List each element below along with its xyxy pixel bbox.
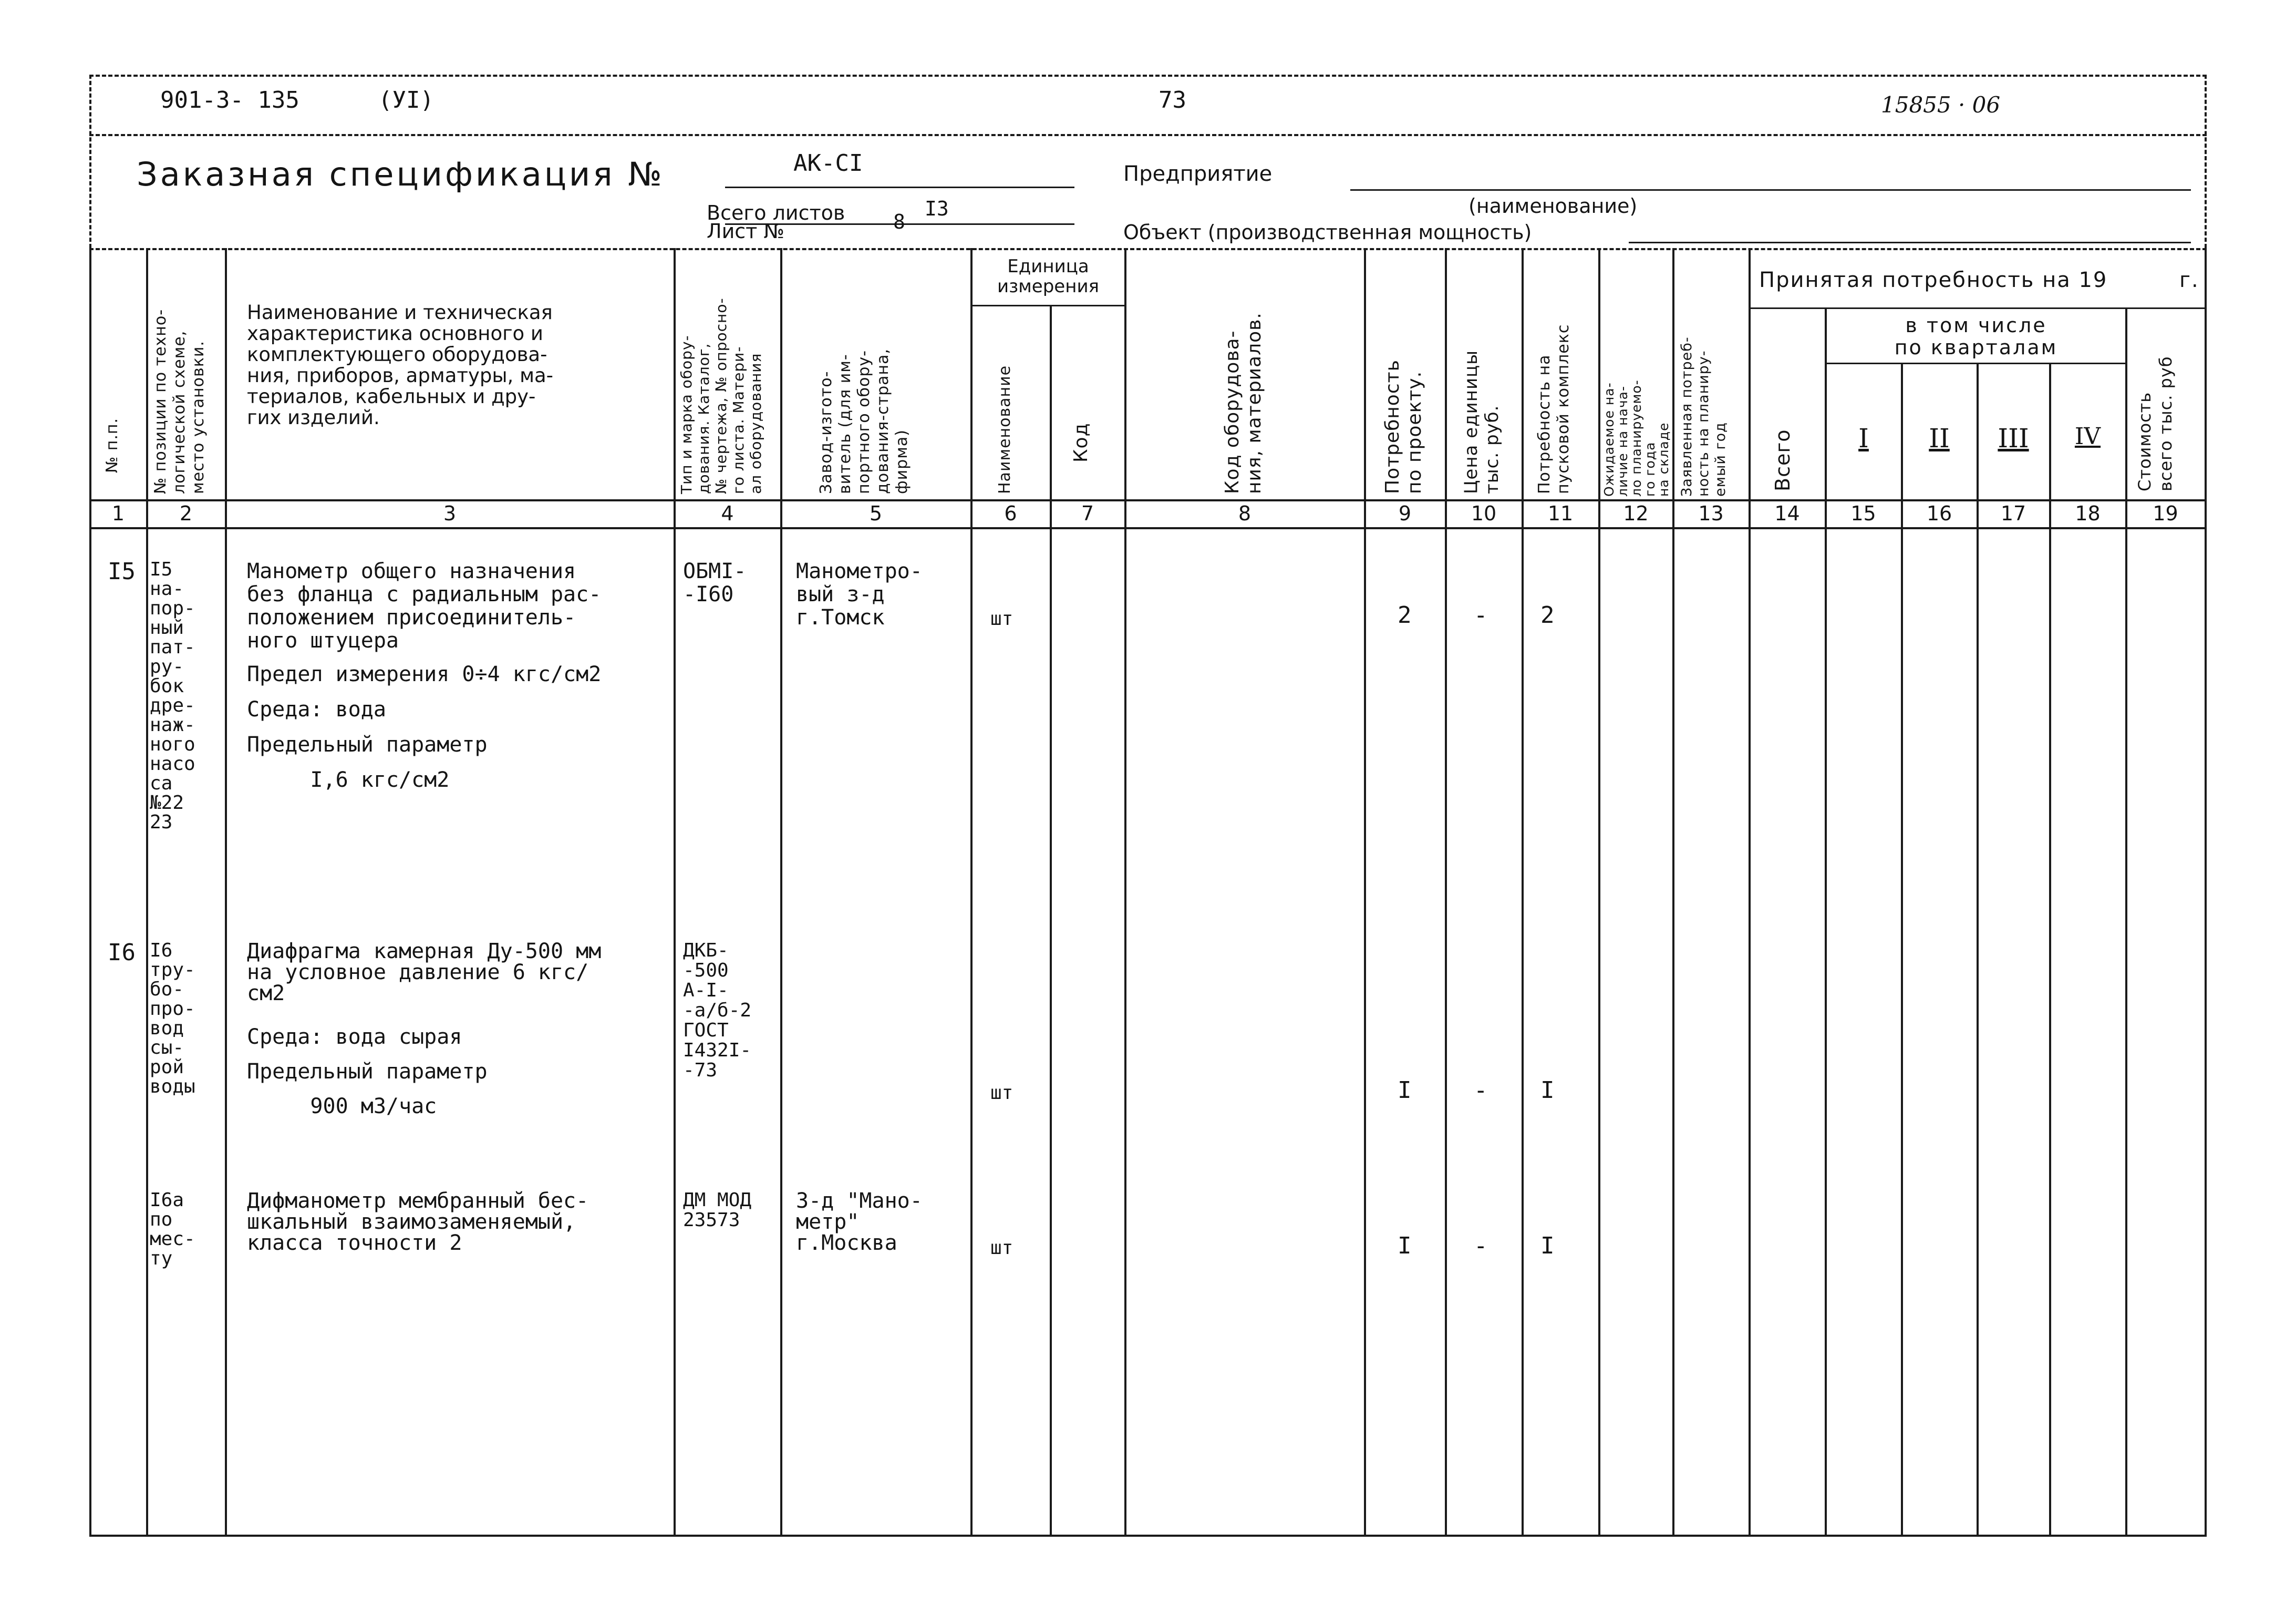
item-maker: З-д "Мано- метр" г.Москва <box>796 1189 923 1255</box>
col-10-header: Цена единицы тыс. руб. <box>1461 349 1503 494</box>
need-project: 2 <box>1398 602 1412 629</box>
col-11-header: Потребность на пусковой комплекс <box>1535 324 1573 494</box>
q3-header: III <box>1998 423 2029 454</box>
q4-header: IV <box>2074 423 2101 450</box>
unit-group-header: Единица измерения <box>997 256 1100 297</box>
item-name: Диафрагма камерная Ду-500 мм на условное давление 6 кгс/ см2 <box>247 939 602 1005</box>
need-project: I <box>1398 1077 1412 1104</box>
col-7-header: Код <box>1070 423 1092 462</box>
col-1-header: № п.п. <box>103 417 121 473</box>
col-12-header: Ожидаемое на- личие на нача- ло планируемо- го года на складе <box>1601 379 1671 497</box>
col-2-header: № позиции по техно- логической схеме, место установки. <box>151 309 208 494</box>
col-number: 2 <box>179 502 193 525</box>
unit-price: - <box>1474 602 1488 629</box>
sheet-label: Лист № <box>707 220 784 243</box>
item-name: Дифманометр мембранный бес- шкальный взаимозаменяемый, класса точности 2 <box>247 1189 589 1255</box>
q1-header: I <box>1858 423 1869 454</box>
position-cell: I6а по мес- ту <box>150 1189 195 1269</box>
item-params: Предел измерения 0÷4 кгс/см2 Среда: вода Предельный параметр I,6 кгс/см2 <box>247 662 602 792</box>
col-number: 12 <box>1623 502 1649 525</box>
accepted-need-header: Принятая потребность на 19 г. <box>1759 268 2199 292</box>
object-label: Объект (производственная мощность) <box>1123 221 1532 244</box>
col-number: 16 <box>1926 502 1952 525</box>
album-number: (УI) <box>378 87 434 114</box>
unit-price: - <box>1474 1077 1488 1104</box>
col-number: 11 <box>1547 502 1574 525</box>
col-9-header: Потребность по проекту. <box>1382 359 1425 494</box>
item-type: ДКБ- -500 А-I- -а/б-2 ГОСТ I432I- -73 <box>683 940 752 1081</box>
item-unit: шт <box>990 608 1013 630</box>
col-3-header: Наименование и техническая характеристика основного и комплектующего оборудова- ния, приборов, арматуры, ма- териалов, кабельных и дру- гих изделий. <box>247 301 554 429</box>
col-14-header: Всего <box>1771 429 1794 491</box>
col-number: 4 <box>721 502 734 525</box>
inventory-number: 15855 · 06 <box>1881 92 2001 118</box>
spec-title: Заказная спецификация № <box>137 155 665 193</box>
col-4-header: Тип и марка обору- дования. Каталог, № чертежа, № опросно- го листа. Матери- ал оборудования <box>678 297 764 494</box>
need-start: I <box>1540 1232 1555 1259</box>
col-6-header: Наименование <box>996 365 1014 494</box>
col-number: 15 <box>1850 502 1876 525</box>
row-number: I6 <box>108 939 136 966</box>
enterprise-label: Предприятие <box>1123 162 1273 186</box>
page-number: 73 <box>1159 87 1186 114</box>
spec-number: АК-СI <box>793 150 863 177</box>
name-caption: (наименование) <box>1468 194 1638 218</box>
item-type: ДМ МОД 23573 <box>683 1189 752 1231</box>
col-13-header: Заявленная потреб- ность на планиру- емый год <box>1679 336 1729 497</box>
col-number: 7 <box>1081 502 1094 525</box>
item-unit: шт <box>990 1082 1013 1104</box>
col-number: 6 <box>1004 502 1017 525</box>
item-params: Среда: вода сырая Предельный параметр 900 м3/час <box>247 1025 488 1118</box>
col-5-header: Завод-изгото- витель (для им- портного обору- дования-страна, фирма) <box>817 348 911 494</box>
col-number: 10 <box>1471 502 1497 525</box>
col-number: 3 <box>443 502 457 525</box>
total-sheets-label: Всего листов <box>707 201 845 224</box>
q2-header: II <box>1929 423 1950 454</box>
item-type: ОБМI- -I60 <box>683 559 747 606</box>
col-number: 5 <box>869 502 883 525</box>
col-number: 19 <box>2153 502 2178 525</box>
col-number: 18 <box>2075 502 2101 525</box>
need-project: I <box>1398 1232 1412 1259</box>
item-name: Манометр общего назначения без фланца с радиальным рас- положением присоединитель- ного штуцера <box>247 559 602 653</box>
row-number: I5 <box>108 558 136 585</box>
col-19-header: Стоимость всего тыс. руб <box>2135 356 2176 491</box>
item-unit: шт <box>990 1237 1013 1259</box>
col-number: 17 <box>2000 502 2026 525</box>
col-number: 14 <box>1774 502 1800 525</box>
position-cell: I5 на- пор- ный пат- ру- бок дре- наж- ного насо са №22 23 <box>150 559 195 833</box>
quarters-header: в том числе по кварталам <box>1894 314 2058 359</box>
total-sheets-value: I3 <box>925 197 949 220</box>
document-code: 901-3- 135 <box>160 87 299 114</box>
col-number: 8 <box>1238 502 1252 525</box>
item-maker: Манометро- вый з-д г.Томск <box>796 559 923 630</box>
need-start: 2 <box>1540 602 1555 629</box>
col-number: 9 <box>1398 502 1412 525</box>
col-number: 13 <box>1698 502 1724 525</box>
col-8-header: Код оборудова- ния, материалов. <box>1222 312 1265 494</box>
col-number: 1 <box>111 502 125 525</box>
sheet-value: 8 <box>893 210 905 233</box>
need-start: I <box>1540 1077 1555 1104</box>
unit-price: - <box>1474 1232 1488 1259</box>
position-cell: I6 тру- бо- про- вод сы- рой воды <box>150 940 195 1097</box>
